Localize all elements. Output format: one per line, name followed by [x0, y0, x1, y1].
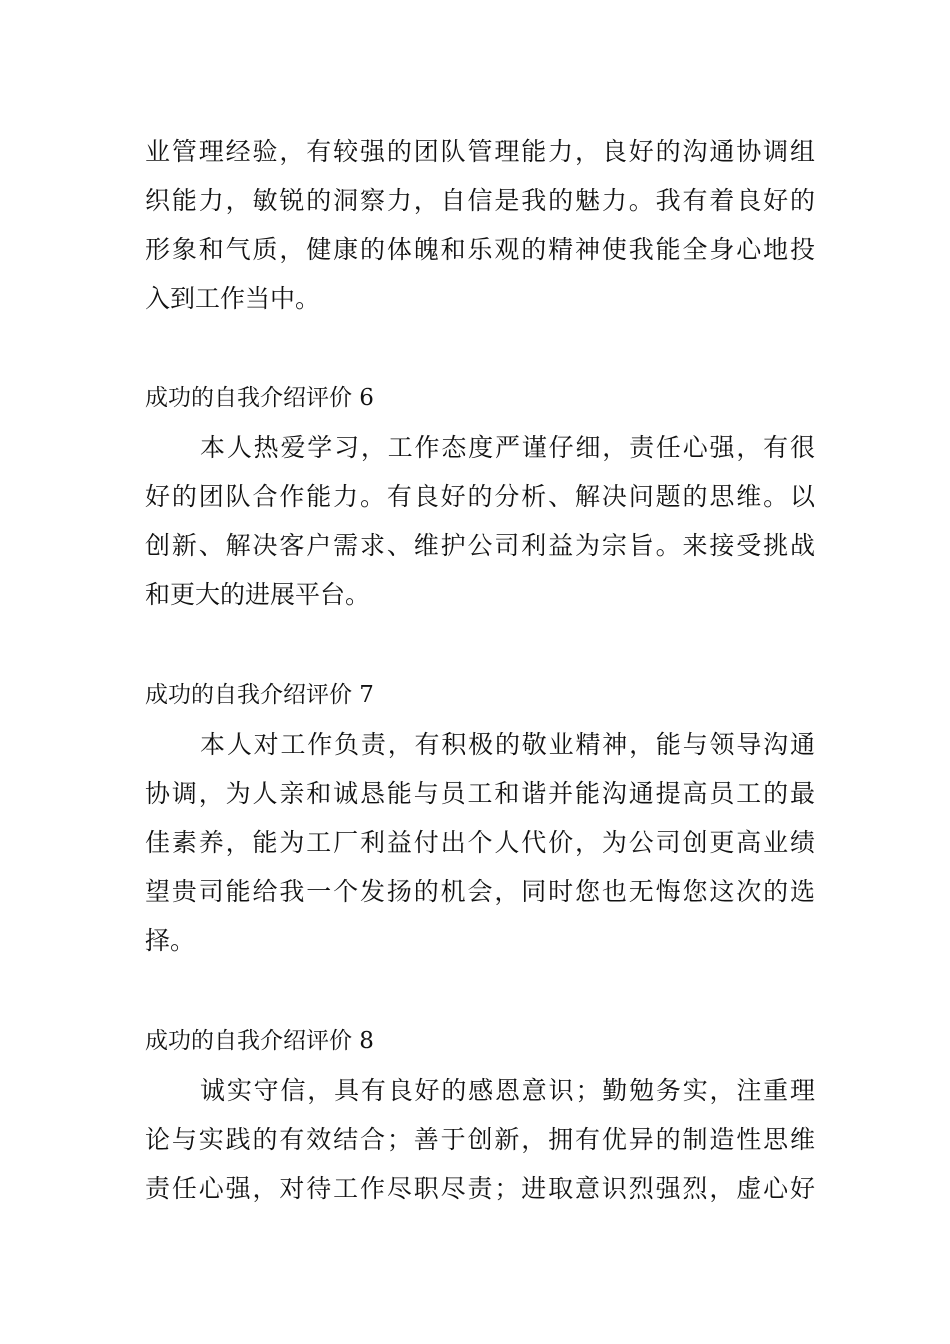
section-heading: 成功的自我介绍评价 8 [145, 1028, 374, 1054]
paragraph-line: 佳素养，能为工厂利益付出个人代价，为公司创更高业绩 [145, 828, 815, 857]
paragraph-line: 论与实践的有效结合；善于创新，拥有优异的制造性思维 [145, 1125, 815, 1154]
paragraph-line: 织能力，敏锐的洞察力，自信是我的魅力。我有着良好的 [145, 186, 815, 215]
paragraph-line: 责任心强，对待工作尽职尽责；进取意识烈强烈，虚心好 [145, 1174, 815, 1203]
paragraph-line: 创新、解决客户需求、维护公司利益为宗旨。来接受挑战 [145, 531, 815, 560]
paragraph-line: 入到工作当中。 [145, 284, 321, 313]
paragraph-line: 好的团队合作能力。有良好的分析、解决问题的思维。以 [145, 482, 815, 511]
paragraph-line: 择。 [145, 926, 196, 955]
section-heading: 成功的自我介绍评价 7 [145, 682, 374, 708]
paragraph-line: 业管理经验，有较强的团队管理能力，良好的沟通协调组 [145, 137, 815, 166]
paragraph-line: 本人对工作负责，有积极的敬业精神，能与领导沟通 [200, 730, 815, 759]
paragraph-line: 协调，为人亲和诚恳能与员工和谐并能沟通提高员工的最 [145, 779, 815, 808]
section-heading: 成功的自我介绍评价 6 [145, 385, 374, 411]
paragraph-line: 本人热爱学习，工作态度严谨仔细，责任心强，有很 [200, 433, 815, 462]
paragraph-line: 望贵司能给我一个发扬的机会，同时您也无悔您这次的选 [145, 877, 815, 906]
paragraph-line: 形象和气质，健康的体魄和乐观的精神使我能全身心地投 [145, 235, 815, 264]
paragraph-line: 诚实守信，具有良好的感恩意识；勤勉务实，注重理 [200, 1076, 815, 1105]
paragraph-line: 和更大的进展平台。 [145, 580, 371, 609]
